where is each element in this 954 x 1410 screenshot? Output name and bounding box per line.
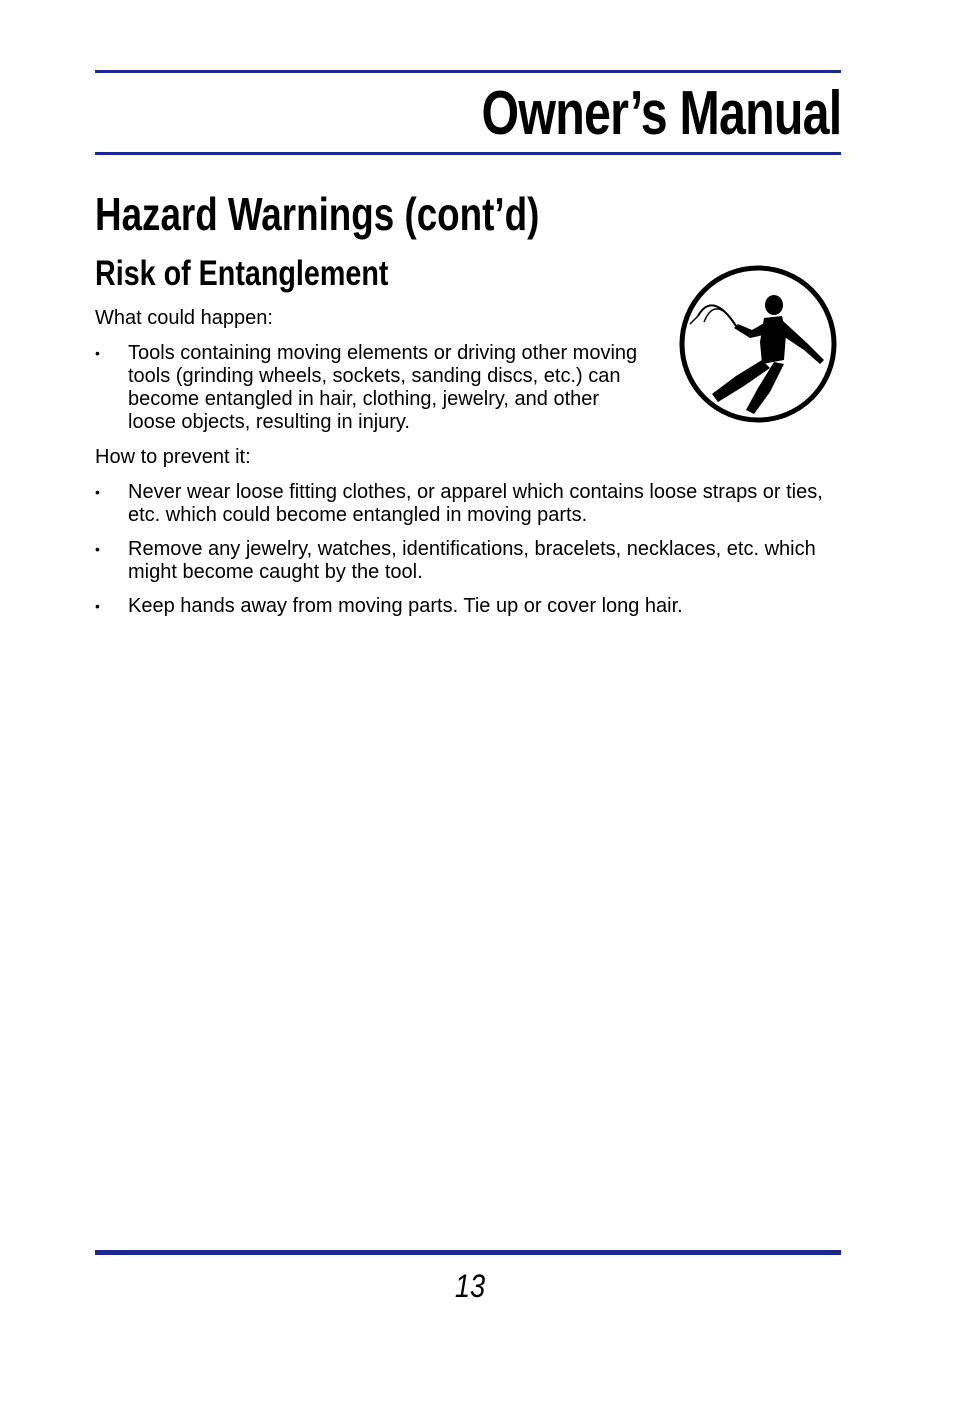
header-rule-top bbox=[95, 70, 841, 73]
footer-rule bbox=[95, 1250, 841, 1255]
list-item: • Remove any jewelry, watches, identifications, bracelets, necklaces, etc. which might become caught by the tool. bbox=[95, 538, 816, 583]
bullet-icon: • bbox=[95, 484, 100, 500]
header-rule-bottom bbox=[95, 152, 841, 155]
what-could-happen-label: What could happen: bbox=[95, 307, 273, 329]
bullet-icon: • bbox=[95, 598, 100, 614]
section-title: Hazard Warnings (cont’d) bbox=[95, 188, 540, 240]
what-could-happen-list bbox=[95, 342, 640, 445]
how-to-prevent-label: How to prevent it: bbox=[95, 446, 251, 468]
page-number: 13 bbox=[454, 1268, 486, 1304]
bullet-icon: • bbox=[95, 345, 100, 361]
how-to-prevent-list bbox=[95, 481, 845, 629]
manual-title: Owner’s Manual bbox=[481, 79, 841, 148]
bullet-icon: • bbox=[95, 541, 100, 557]
subsection-title: Risk of Entanglement bbox=[95, 254, 389, 293]
list-item: • Keep hands away from moving parts. Tie up or cover long hair. bbox=[95, 595, 683, 617]
list-item: • Tools containing moving elements or driving other moving tools (grinding wheels, sockets, sanding discs, etc.) can become entangled in hair, clothing, jewelry, and other loose objects, resulting in injury. bbox=[95, 342, 638, 433]
entanglement-icon bbox=[678, 264, 838, 424]
list-item: • Never wear loose fitting clothes, or apparel which contains loose straps or ties, etc. which could become entangled in moving parts. bbox=[95, 481, 823, 526]
